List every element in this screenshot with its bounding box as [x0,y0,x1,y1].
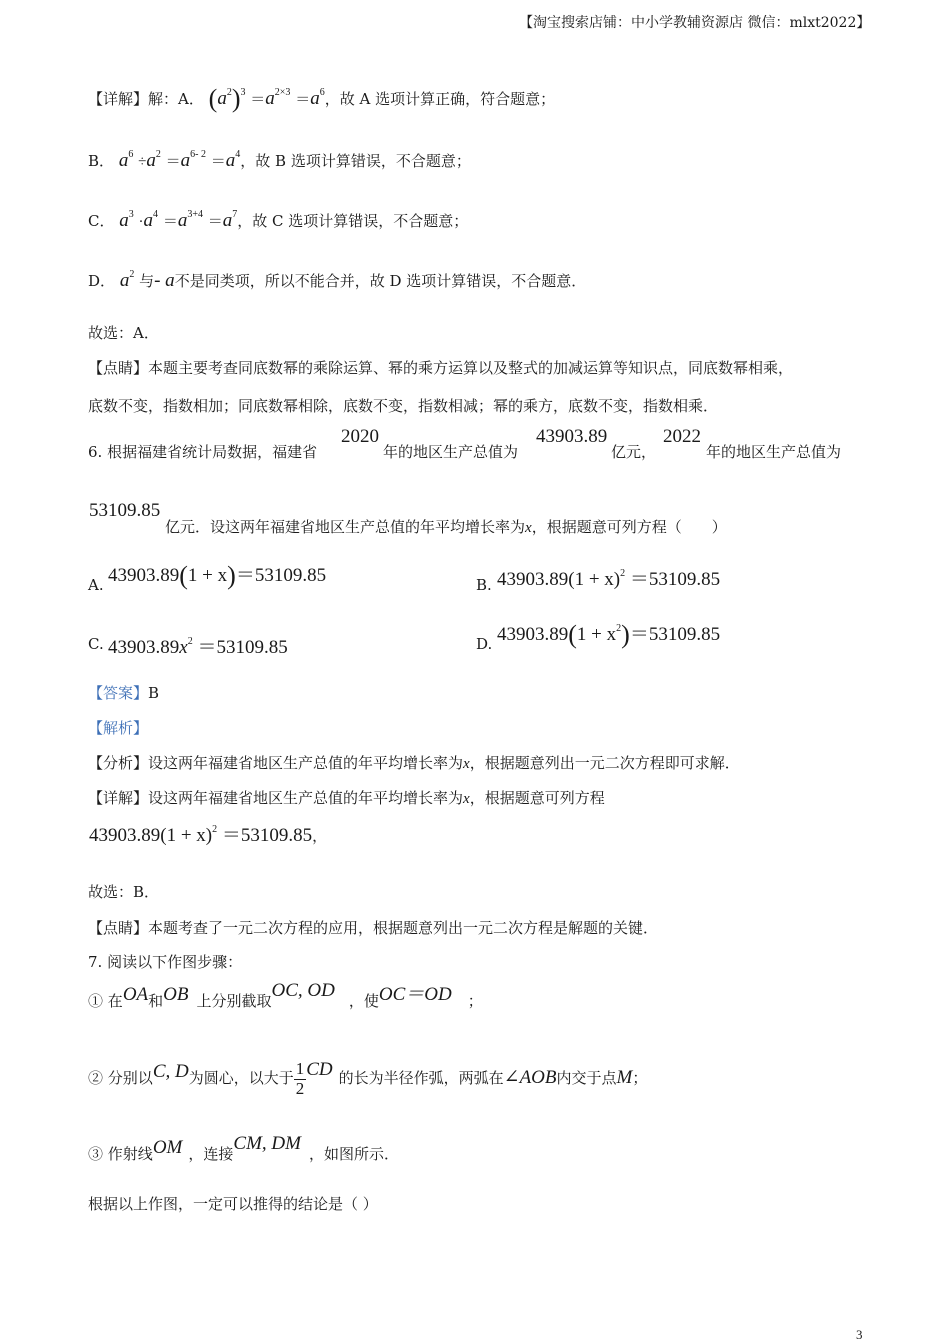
q6-equation: $43903.89(1 + x)^2 =53109.85$， [89,824,328,846]
q6-analysis-label: 【解析】 [88,719,149,737]
q6-gdp2: 53109.85 [89,500,161,521]
q6-answer: 【答案】B [88,684,160,702]
q7-step1: ① 在OA和OB 上分别截取OC, OD ，使OC＝OD ； [88,980,483,1010]
q7-title: 7. 阅读以下作图步骤： [88,953,243,971]
q5-line-c: C． $a^3 \cdot a^4 =a^{3+4} =a^7$，故 C 选项计算错误，不合题意； [88,209,469,231]
option-d-equation[interactable]: $43903.89(1 + x^2)=53109.85$ [497,620,721,649]
q5-comment-line1: 【点睛】本题主要考查同底数幂的乘除运算、幂的乘方运算以及整式的加减运算等知识点，同底数幂相乘， [88,359,794,377]
q6-stem-line1: 6. 根据福建省统计局数据，福建省 [88,443,318,461]
q6-comment: 【点睛】本题考查了一元二次方程的应用，根据题意列出一元二次方程是解题的关键． [88,919,659,937]
page-number: 3 [856,1327,863,1342]
q6-gdp1: 43903.89 [536,426,608,447]
option-a-label[interactable]: A. [88,576,104,594]
q5-comment-line2: 底数不变，指数相加；同底数幂相除，底数不变，指数相减；幂的乘方，底数不变，指数相乘． [88,397,719,415]
detail-label: 【详解】 [88,90,149,108]
q6-choose: 故选：B． [88,883,160,901]
option-c-label[interactable]: C. [88,635,104,653]
fraction-one-half: $\frac{1}{2}$ [295,1059,305,1098]
q7-step3: ③ 作射线OM ，连接CM, DM ，如图所示． [88,1133,399,1163]
q6-year1: 2020 [341,426,379,447]
option-b-equation[interactable]: $43903.89(1 + x)^2 =53109.85$ [497,568,721,590]
q7-question: 根据以上作图，一定可以推得的结论是（ ） [88,1195,378,1213]
q6-stem-line1c: 亿元， [611,443,657,461]
q7-step2: ② 分别以C, D为圆心，以大于 $\frac{1}{2}$ CD 的长为半径作弧，两弧在∠AOB内交于点M； [88,1059,648,1098]
q6-year2: 2022 [663,426,701,447]
q5-line-a: 【详解】解：A． $(a^2)^3 =a^{2\times 3} =a^6$，故 A 选项计算正确，符合题意； [88,84,556,113]
option-c-equation[interactable]: $43903.89x^2 =53109.85$ [108,636,288,658]
q6-fenxi: 【分析】设这两年福建省地区生产总值的年平均增长率为x，根据题意列出一元二次方程即可求解． [88,754,740,772]
q6-stem-line1d: 年的地区生产总值为 [706,443,842,461]
q6-stem-line2: 亿元．设这两年福建省地区生产总值的年平均增长率为x，根据题意可列方程（ ） [165,518,727,536]
option-d-label[interactable]: D. [476,635,493,653]
option-b-label[interactable]: B. [476,576,492,594]
q5-line-b: B． $a^6 \div a^2 =a^{6- 2} =a^4$，故 B 选项计算错误，不合题意； [88,149,471,171]
q6-stem-line1b: 年的地区生产总值为 [383,443,519,461]
q6-xiangjie: 【详解】设这两年福建省地区生产总值的年平均增长率为x，根据题意可列方程 [88,789,605,807]
option-a-equation[interactable]: 43903.89(1 + x)＝53109.85 [108,561,327,590]
q5-answer: 故选：A． [88,324,159,342]
header-shop-text: 【淘宝搜索店铺：中小学教辅资源店 微信：mlxt2022】 [519,15,871,31]
q5-line-d: D． $a^2$ 与- a不是同类项，所以不能合并，故 D 选项计算错误，不合题意． [88,269,587,291]
